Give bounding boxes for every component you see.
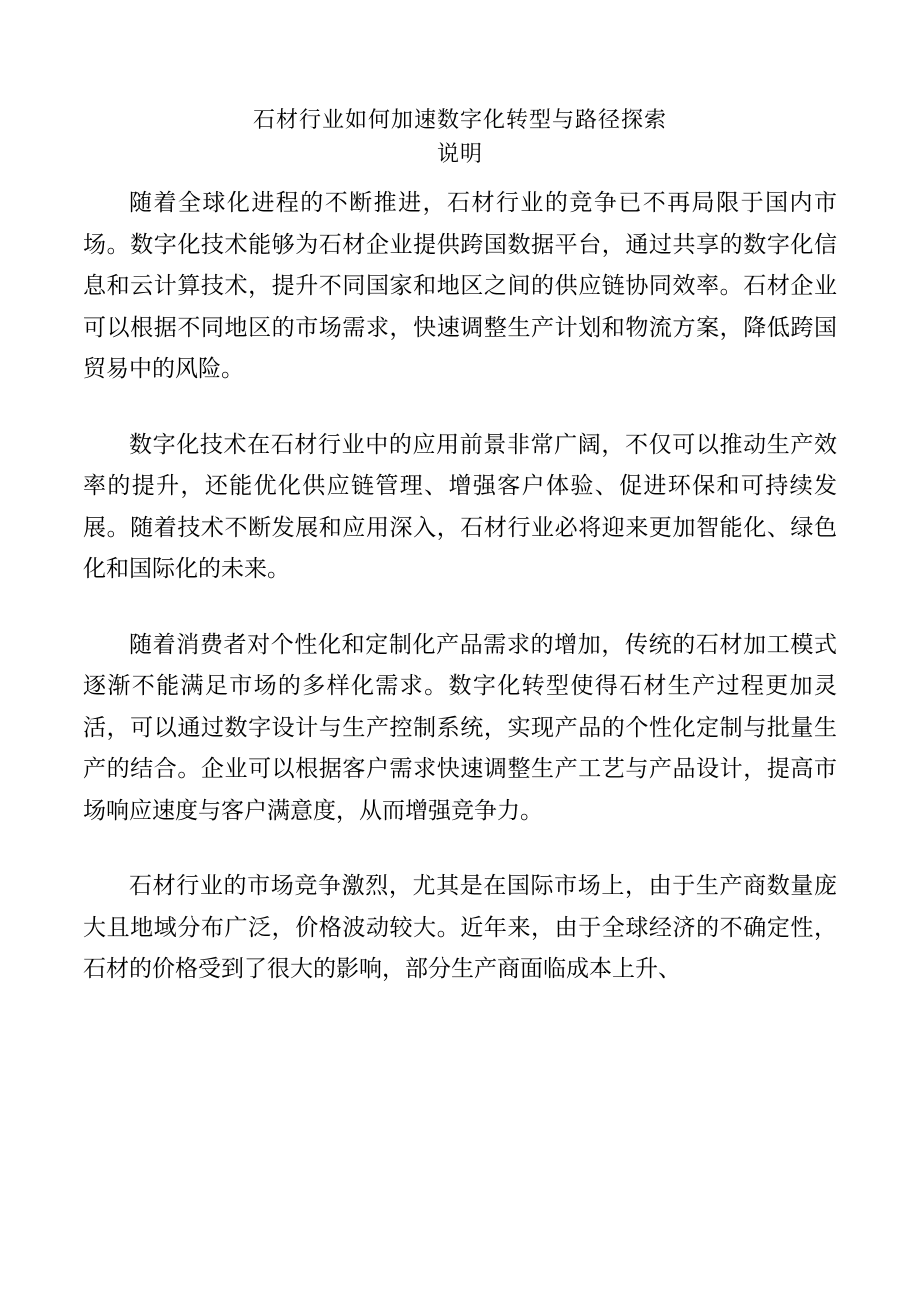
document-subtitle: 说明 [436, 142, 483, 167]
paragraph-2: 数字化技术在石材行业中的应用前景非常广阔，不仅可以推动生产效率的提升，还能优化供应链管理、增强客户体验、促进环保和可持续发展。随着技术不断发展和应用深入，石材行业必将迎来更加智能化、绿色化和国际化的未来。 [83, 431, 837, 582]
paragraph-3: 随着消费者对个性化和定制化产品需求的增加，传统的石材加工模式逐渐不能满足市场的多样化需求。数字化转型使得石材生产过程更加灵活，可以通过数字设计与生产控制系统，实现产品的个性化定制与批量生产的结合。企业可以根据客户需求快速调整生产工艺与产品设计，提高市场响应速度与客户满意度，从而增强竞争力。 [83, 631, 837, 824]
paragraph-4: 石材行业的市场竞争激烈，尤其是在国际市场上，由于生产商数量庞大且地域分布广泛，价格波动较大。近年来，由于全球经济的不确定性，石材的价格受到了很大的影响，部分生产商面临成本上升、 [83, 873, 837, 982]
title-block [0, 104, 920, 172]
document-body [83, 183, 837, 1025]
document-title: 石材行业如何加速数字化转型与路径探索 [252, 108, 667, 133]
paragraph-1: 随着全球化进程的不断推进，石材行业的竞争已不再局限于国内市场。数字化技术能够为石材企业提供跨国数据平台，通过共享的数字化信息和云计算技术，提升不同国家和地区之间的供应链协同效率。石材企业可以根据不同地区的市场需求，快速调整生产计划和物流方案，降低跨国贸易中的风险。 [83, 190, 837, 382]
